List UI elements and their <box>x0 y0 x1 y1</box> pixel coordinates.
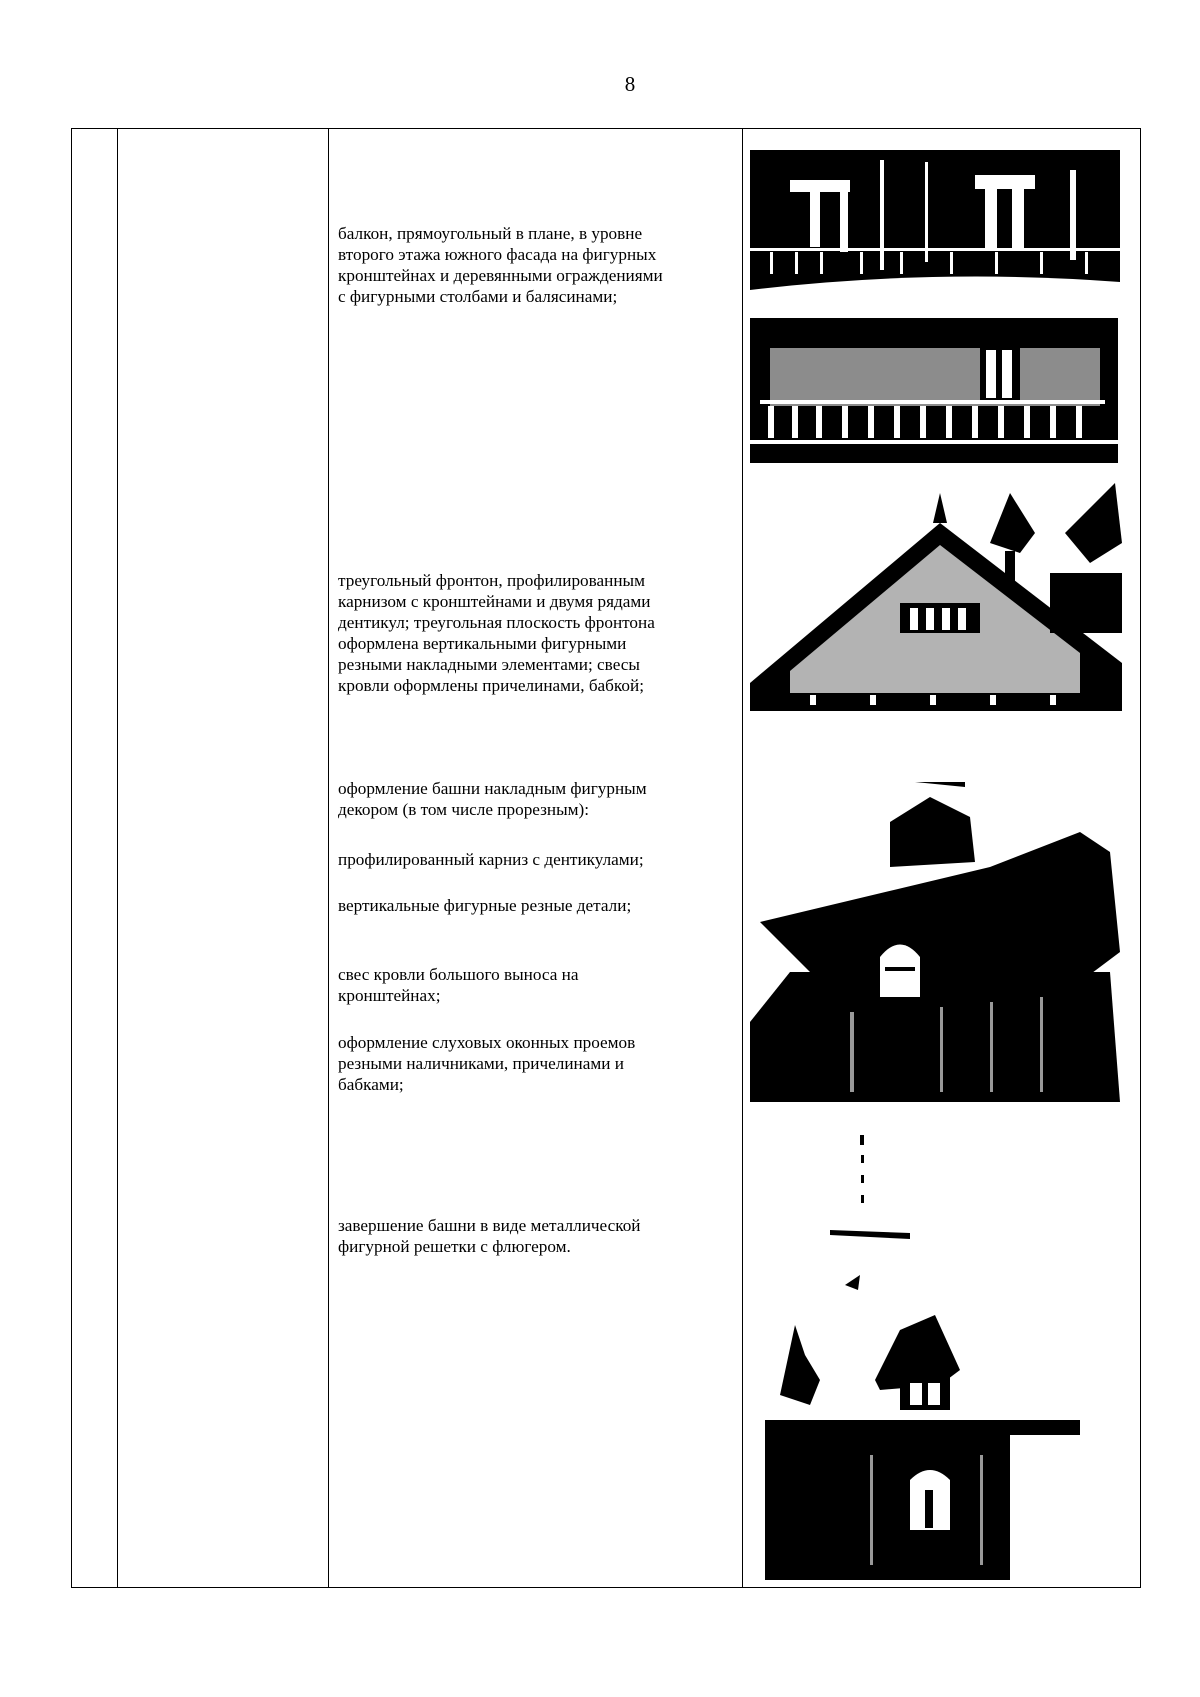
column-divider-2 <box>328 129 329 1587</box>
pediment-description <box>338 570 728 696</box>
tower-decor-photo <box>750 782 1120 1102</box>
tower-decor-item-carved-details <box>338 895 728 916</box>
text-line: второго этажа южного фасада на фигурных <box>338 245 657 264</box>
text-line: вертикальные фигурные резные детали; <box>338 896 632 915</box>
text-line: карнизом с кронштейнами и двумя рядами <box>338 592 651 611</box>
page-number: 8 <box>624 72 636 96</box>
balcony-photo-2 <box>750 318 1118 463</box>
text-line: оформление башни накладным фигурным <box>338 779 647 798</box>
text-line: резными накладными элементами; свесы <box>338 655 640 674</box>
text-line: декором (в том числе прорезным): <box>338 800 590 819</box>
text-line: кровли оформлены причелинами, бабкой; <box>338 676 644 695</box>
tower-top-description <box>338 1215 728 1257</box>
tower-decor-intro <box>338 778 728 820</box>
text-line: свес кровли большого выноса на <box>338 965 579 984</box>
column-divider-3 <box>742 129 743 1587</box>
text-line: кронштейнах и деревянными ограждениями <box>338 266 663 285</box>
text-line: балкон, прямоугольный в плане, в уровне <box>338 224 643 243</box>
text-line: кронштейнах; <box>338 986 441 1005</box>
tower-decor-item-roof-overhang <box>338 964 728 1006</box>
text-line: оформление слуховых оконных проемов <box>338 1033 636 1052</box>
text-line: завершение башни в виде металлической <box>338 1216 641 1235</box>
tower-decor-item-cornice <box>338 849 728 870</box>
text-line: бабками; <box>338 1075 404 1094</box>
balcony-photo-1 <box>750 150 1120 295</box>
balcony-description <box>338 223 728 307</box>
column-divider-1 <box>117 129 118 1587</box>
text-line: дентикул; треугольная плоскость фронтона <box>338 613 655 632</box>
tower-top-photo <box>750 1135 1120 1580</box>
text-line: треугольный фронтон, профилированным <box>338 571 645 590</box>
tower-decor-item-dormers <box>338 1032 728 1095</box>
text-line: фигурной решетки с флюгером. <box>338 1237 571 1256</box>
pediment-photo <box>750 483 1122 711</box>
text-line: с фигурными столбами и балясинами; <box>338 287 618 306</box>
text-line: резными наличниками, причелинами и <box>338 1054 624 1073</box>
text-line: оформлена вертикальными фигурными <box>338 634 627 653</box>
text-line: профилированный карниз с дентикулами; <box>338 850 644 869</box>
